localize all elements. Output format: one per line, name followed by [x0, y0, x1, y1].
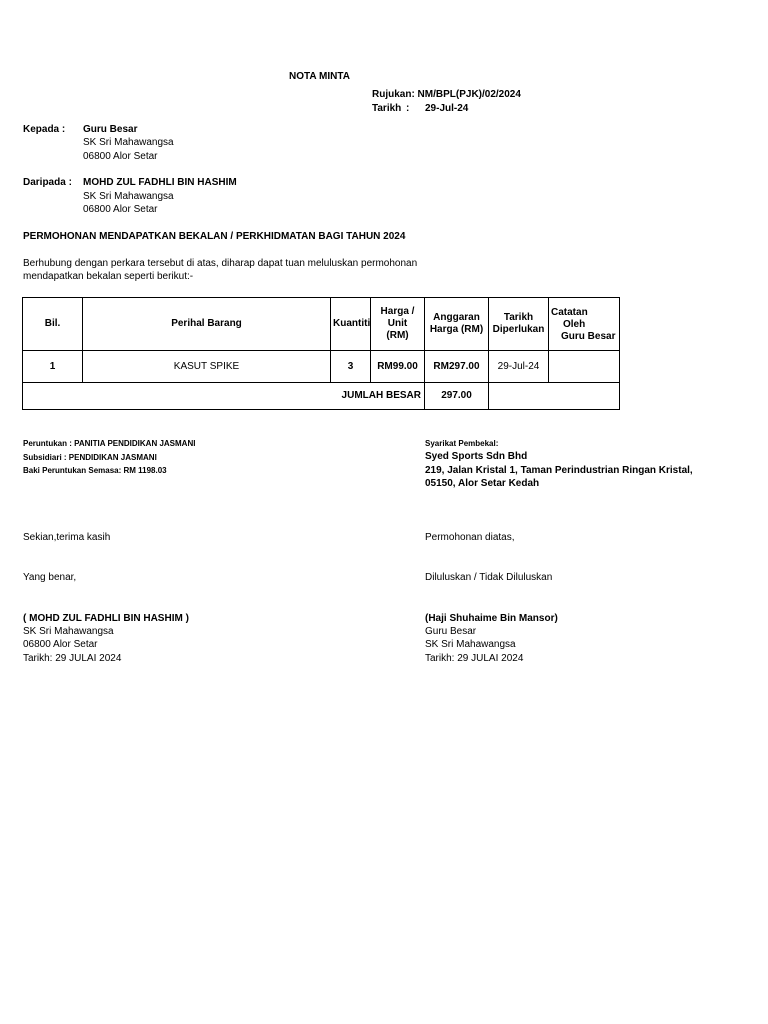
total-label: JUMLAH BESAR [23, 383, 425, 410]
table-row [23, 351, 620, 383]
header-anggaran [425, 298, 489, 351]
header-harga [371, 298, 425, 351]
sign-right-name: (Haji Shuhaime Bin Mansor) [425, 613, 558, 624]
subsidiari-text: Subsidiari : PENDIDIKAN JASMANI [23, 453, 157, 462]
kepada-label: Kepada : [23, 124, 66, 135]
approval-status: Diluluskan / Tidak Diluluskan [425, 572, 553, 583]
supplier-address-line2: 05150, Alor Setar Kedah [425, 478, 540, 489]
reference-number: Rujukan: NM/BPL(PJK)/02/2024 [372, 89, 521, 100]
header-tarikh-line2: Diperlukan [492, 324, 545, 335]
peruntukan-text: Peruntukan : PANITIA PENDIDIKAN JASMANI [23, 439, 196, 448]
daripada-name: MOHD ZUL FADHLI BIN HASHIM [83, 177, 237, 188]
daripada-label: Daripada : [23, 177, 72, 188]
supplier-address-line1: 219, Jalan Kristal 1, Taman Perindustrian Ringan Kristal, [425, 465, 693, 476]
total-row [23, 383, 620, 410]
header-harga-line2: (RM) [386, 330, 409, 341]
kepada-address-line2: 06800 Alor Setar [83, 151, 158, 162]
total-blank [489, 383, 620, 410]
subject-heading: PERMOHONAN MENDAPATKAN BEKALAN / PERKHIDMATAN BAGI TAHUN 2024 [23, 231, 406, 242]
header-tarikh [489, 298, 549, 351]
header-bil: Bil. [23, 298, 83, 351]
header-catatan-line3: Guru Besar [561, 331, 616, 342]
sign-left-line2: 06800 Alor Setar [23, 639, 98, 650]
daripada-address-line1: SK Sri Mahawangsa [83, 191, 174, 202]
cell-harga: RM99.00 [371, 351, 425, 383]
total-value: 297.00 [425, 383, 489, 410]
header-perihal: Perihal Barang [83, 298, 331, 351]
supplier-name: Syed Sports Sdn Bhd [425, 451, 528, 462]
sign-left-date: Tarikh: 29 JULAI 2024 [23, 653, 122, 664]
cell-bil: 1 [23, 351, 83, 383]
cell-tarikh: 29-Jul-24 [489, 351, 549, 383]
header-harga-line1: Harga / Unit [380, 306, 415, 329]
header-tarikh-line1: Tarikh [503, 312, 534, 323]
closing-left: Sekian,terima kasih [23, 532, 111, 543]
intro-line2: mendapatkan bekalan seperti berikut:- [23, 271, 194, 282]
cell-catatan [549, 351, 620, 383]
header-catatan-line1: Catatan [551, 307, 588, 318]
table-header-row [23, 298, 620, 351]
kepada-name: Guru Besar [83, 124, 138, 135]
header-anggaran-line2: Harga (RM) [429, 324, 484, 335]
supplier-label: Syarikat Pembekal: [425, 439, 499, 448]
baki-text: Baki Peruntukan Semasa: RM 1198.03 [23, 466, 167, 475]
date-label: Tarikh [372, 103, 402, 114]
date-value: 29-Jul-24 [425, 103, 469, 114]
header-kuantiti: Kuantiti [331, 298, 371, 351]
cell-perihal: KASUT SPIKE [83, 351, 331, 383]
sign-right-line1: Guru Besar [425, 626, 477, 637]
sign-right-date: Tarikh: 29 JULAI 2024 [425, 653, 524, 664]
sign-left-name: ( MOHD ZUL FADHLI BIN HASHIM ) [23, 613, 189, 624]
yang-benar: Yang benar, [23, 572, 77, 583]
daripada-address-line2: 06800 Alor Setar [83, 204, 158, 215]
cell-anggaran: RM297.00 [425, 351, 489, 383]
sign-right-line2: SK Sri Mahawangsa [425, 639, 516, 650]
sign-left-line1: SK Sri Mahawangsa [23, 626, 114, 637]
header-catatan [549, 298, 620, 351]
header-catatan-line2: Oleh [563, 319, 586, 330]
closing-right: Permohonan diatas, [425, 532, 515, 543]
intro-line1: Berhubung dengan perkara tersebut di atas, diharap dapat tuan meluluskan permohonan [23, 258, 418, 269]
header-anggaran-line1: Anggaran [433, 312, 480, 323]
date-separator: : [406, 103, 410, 114]
document-title: NOTA MINTA [289, 71, 350, 82]
kepada-address-line1: SK Sri Mahawangsa [83, 137, 174, 148]
cell-kuantiti: 3 [331, 351, 371, 383]
items-table [22, 297, 620, 410]
